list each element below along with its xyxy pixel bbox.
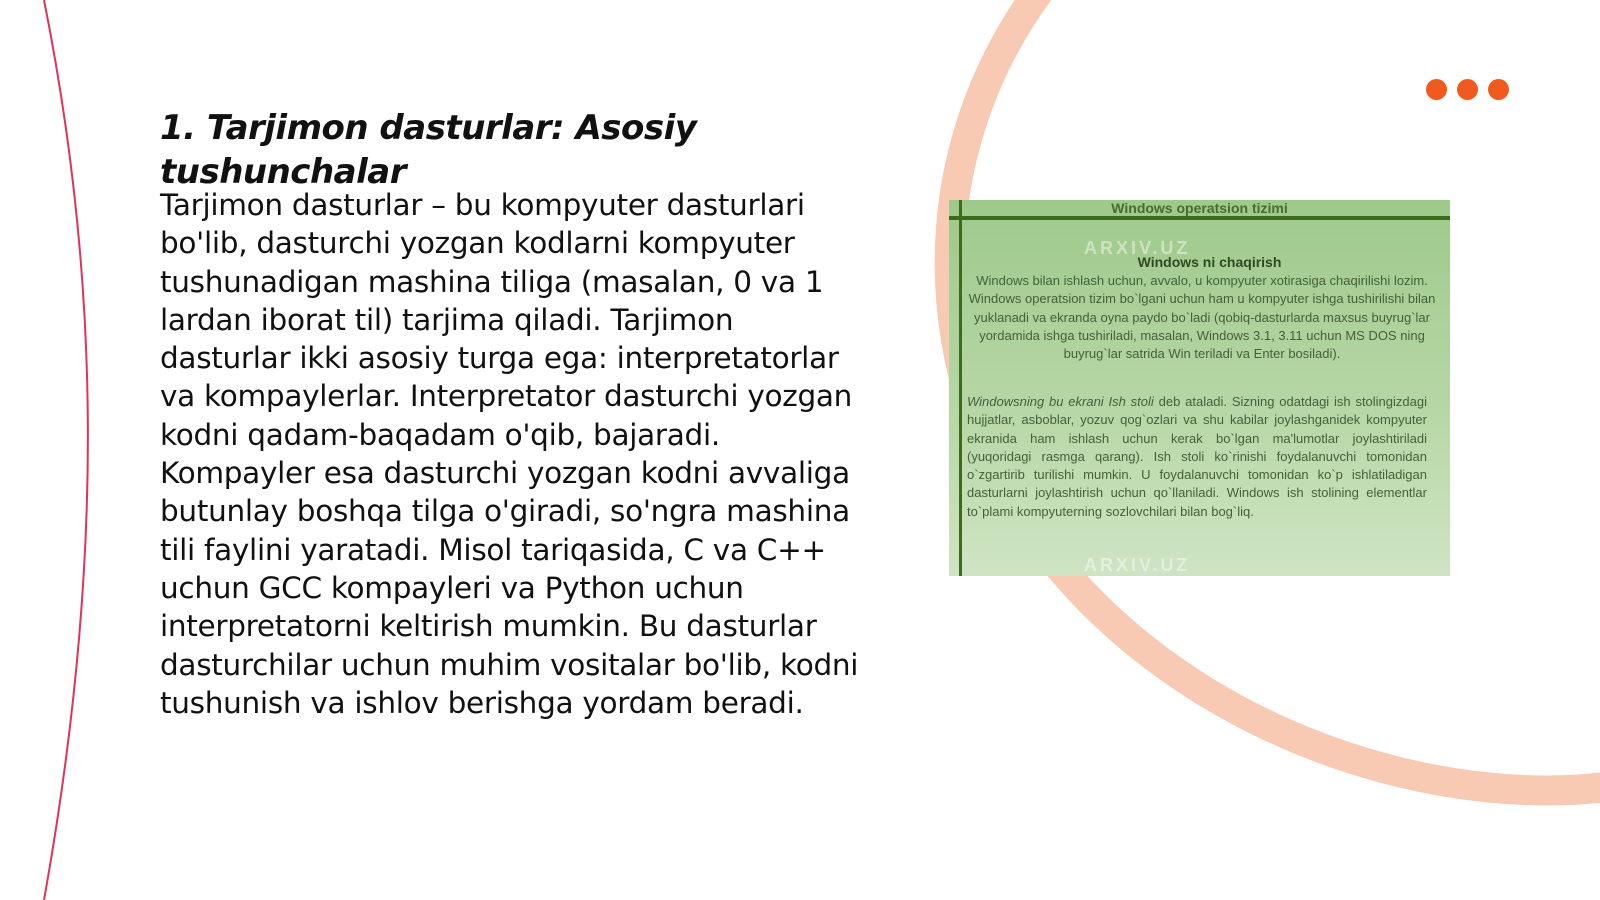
watermark-text: ARXIV.UZ: [1084, 555, 1191, 575]
dot-icon: [1488, 79, 1509, 100]
image-paragraph-2-rest: deb ataladi. Sizning odatdagi ish stolingizdagi hujjatlar, asboblar, yozuv qog`ozlari va shu kabilar joylashganidek kompyuter ekranida ham ishlash uchun kerak bo`lgan ma'lumotlar joylashtiriladi (yuqoridagi rasmga qarang). Ish stoli ko`rinishi foydalanuvchi tomonidan o`zgartirib turilishi mumkin. U foydalanuvchi tomonidan ko`p ishlatiladigan dasturlarni joylashtirish uchun qo`llaniladi. Windows ish stolining elementlar to`plami kompyuterning sozlovchilari bilan bog`liq.: [967, 394, 1427, 519]
image-horizontal-rule: [949, 216, 1450, 220]
image-paragraph-2-italic: Windowsning bu ekrani Ish stoli: [967, 394, 1154, 409]
image-paragraph-1: Windows bilan ishlash uchun, avvalo, u kompyuter xotirasiga chaqirilishi lozim. Windows operatsion tizim bo`lgani uchun ham u kompyuter ishga tushirilishi bilan yuklanadi va ekranda oyna paydo bo`ladi (qobiq-dasturlarda maxsus buyrug`lar yordamida ishga tushiriladi, masalan, Windows 3.1, 3.11 uchun MS DOS ning buyrug`lar satrida Win teriladi va Enter bosiladi).: [968, 273, 1436, 362]
more-options-dots: [1426, 79, 1509, 100]
left-curve-line: [44, 0, 88, 900]
image-header: Windows operatsion tizimi: [1111, 200, 1288, 216]
slide-title: 1. Tarjimon dasturlar: Asosiy tushunchalar: [160, 108, 697, 192]
document-image: [949, 200, 1450, 576]
image-subheading: Windows ni chaqirish: [1137, 254, 1282, 270]
watermark-text: ARXIV.UZ: [1084, 238, 1191, 258]
image-paragraph-2: [967, 393, 1427, 521]
dot-icon: [1457, 79, 1478, 100]
slide-body-text: Tarjimon dasturlar – bu kompyuter dasturlari bo'lib, dasturchi yozgan kodlarni kompyuter tushunadigan mashina tiliga (masalan, 0 va 1 lardan iborat til) tarjima qiladi. Tarjimon dasturlar ikki asosiy turga ega: interpretatorlar va kompaylerlar. Interpretator dasturchi yozgan kodni qadam-baqadam o'qib, bajaradi. Kompayler esa dasturchi yozgan kodni avvaliga butunlay boshqa tilga o'giradi, so'ngra mashina tili faylini yaratadi. Misol tariqasida, C va C++ uchun GCC kompayleri va Python uchun interpretatorni keltirish mumkin. Bu dasturlar dasturchilar uchun muhim vositalar bo'lib, kodni tushunish va ishlov berishga yordam beradi.: [160, 188, 859, 720]
dot-icon: [1426, 79, 1447, 100]
image-vertical-rule: [959, 200, 962, 576]
